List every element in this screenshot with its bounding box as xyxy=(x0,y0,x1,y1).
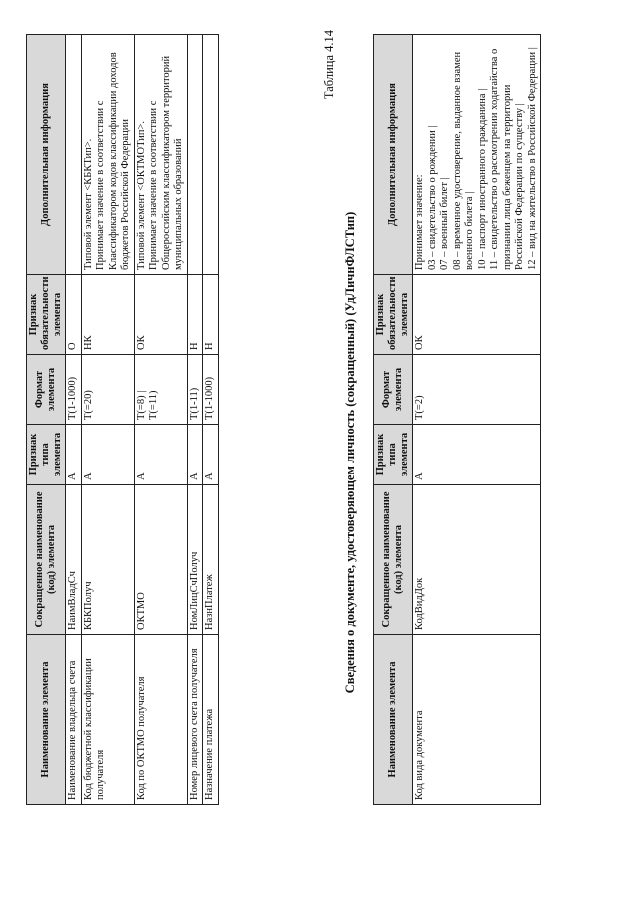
cell-element-mandatory: Н xyxy=(203,275,219,355)
table-row xyxy=(413,35,541,805)
cell-additional-info xyxy=(413,35,541,275)
cell-element-mandatory: ОК xyxy=(413,275,541,355)
cell-element-name: Код бюджетной классификации получателя xyxy=(81,635,134,805)
info-line: 08 – временное удостоверение, выданное взамен военного билета | xyxy=(451,51,475,270)
cell-additional-info xyxy=(134,35,187,275)
table-row xyxy=(81,35,134,805)
table-identity-document xyxy=(373,34,541,805)
header-info: Дополнительная информация xyxy=(27,35,66,275)
header-mandatory: Признак обязательности элемента xyxy=(27,275,66,355)
info-line: Типовой элемент <КБКТип>. xyxy=(82,138,94,270)
cell-element-code: ОКТМО xyxy=(134,485,187,635)
cell-element-code: КодВидДок xyxy=(413,485,541,635)
cell-element-type: А xyxy=(413,425,541,485)
cell-element-mandatory: Н xyxy=(187,275,203,355)
table-body xyxy=(66,35,219,805)
cell-element-format: T(1-1000) xyxy=(203,355,219,425)
cell-element-type: А xyxy=(187,425,203,485)
header-type: Признак типа элемента xyxy=(374,425,413,485)
cell-element-code: НазнПлатеж xyxy=(203,485,219,635)
cell-element-type: А xyxy=(66,425,82,485)
cell-element-type: А xyxy=(134,425,187,485)
cell-additional-info xyxy=(81,35,134,275)
table-row xyxy=(66,35,82,805)
cell-element-name: Наименование владельца счета xyxy=(66,635,82,805)
header-info: Дополнительная информация xyxy=(374,35,413,275)
table-body xyxy=(413,35,541,805)
cell-element-name: Код по ОКТМО получателя xyxy=(134,635,187,805)
table-row xyxy=(134,35,187,805)
header-format: Формат элемента xyxy=(27,355,66,425)
info-line: 11 – свидетельство о рассмотрении ходатайства о признании лица беженцем на территории Российской Федерации по существу | xyxy=(489,48,525,270)
header-code: Сокращенное наименование (код) элемента xyxy=(374,485,413,635)
header-format: Формат элемента xyxy=(374,355,413,425)
cell-element-type: А xyxy=(81,425,134,485)
info-line: 12 – вид на жительство в Российской Федерации | xyxy=(526,47,538,270)
cell-element-format: T(=20) xyxy=(81,355,134,425)
info-line: Принимает значение в соответствии с Классификатором кодов классификации доходов бюджетов Российской Федерации xyxy=(95,52,131,270)
cell-element-format: T(1-1000) xyxy=(66,355,82,425)
cell-element-format: T(1-11) xyxy=(187,355,203,425)
header-name: Наименование элемента xyxy=(27,635,66,805)
info-line: 07 – военный билет | xyxy=(439,177,450,270)
table-row xyxy=(187,35,203,805)
info-line: 10 – паспорт иностранного гражданина | xyxy=(476,88,488,270)
table-payment-details xyxy=(26,34,219,805)
header-code: Сокращенное наименование (код) элемента xyxy=(27,485,66,635)
header-name: Наименование элемента xyxy=(374,635,413,805)
info-line: Принимает значение: xyxy=(414,174,425,270)
table-row xyxy=(203,35,219,805)
table-number: Таблица 4.14 xyxy=(322,30,336,100)
info-line: 03 – свидетельство о рождении | xyxy=(426,125,438,270)
cell-element-code: КБКПолуч xyxy=(81,485,134,635)
cell-element-mandatory: О xyxy=(66,275,82,355)
cell-element-name: Номер лицевого счета получателя xyxy=(187,635,203,805)
cell-element-code: НомЛицСчПолуч xyxy=(187,485,203,635)
cell-element-name: Код вида документа xyxy=(413,635,541,805)
cell-element-code: НаимВладСч xyxy=(66,485,82,635)
cell-additional-info xyxy=(66,35,82,275)
table-header-row xyxy=(374,35,413,805)
table-title: Сведения о документе, удостоверяющем личность (сокращенный) (УдЛичнФЛСТип) xyxy=(343,211,357,694)
table-header-row xyxy=(27,35,66,805)
cell-element-format: T(=2) xyxy=(413,355,541,425)
header-type: Признак типа элемента xyxy=(27,425,66,485)
info-line: Принимает значение в соответствии с Общероссийским классификатором территорий муниципальных образований xyxy=(148,55,184,270)
cell-element-type: А xyxy=(203,425,219,485)
cell-element-mandatory: ОК xyxy=(134,275,187,355)
cell-element-name: Назначение платежа xyxy=(203,635,219,805)
cell-element-format: T(=8) | T(=11) xyxy=(134,355,187,425)
cell-additional-info xyxy=(187,35,203,275)
cell-additional-info xyxy=(203,35,219,275)
info-line: Типовой элемент <ОКТМОТип>. xyxy=(135,120,147,270)
cell-element-mandatory: НК xyxy=(81,275,134,355)
header-mandatory: Признак обязательности элемента xyxy=(374,275,413,355)
